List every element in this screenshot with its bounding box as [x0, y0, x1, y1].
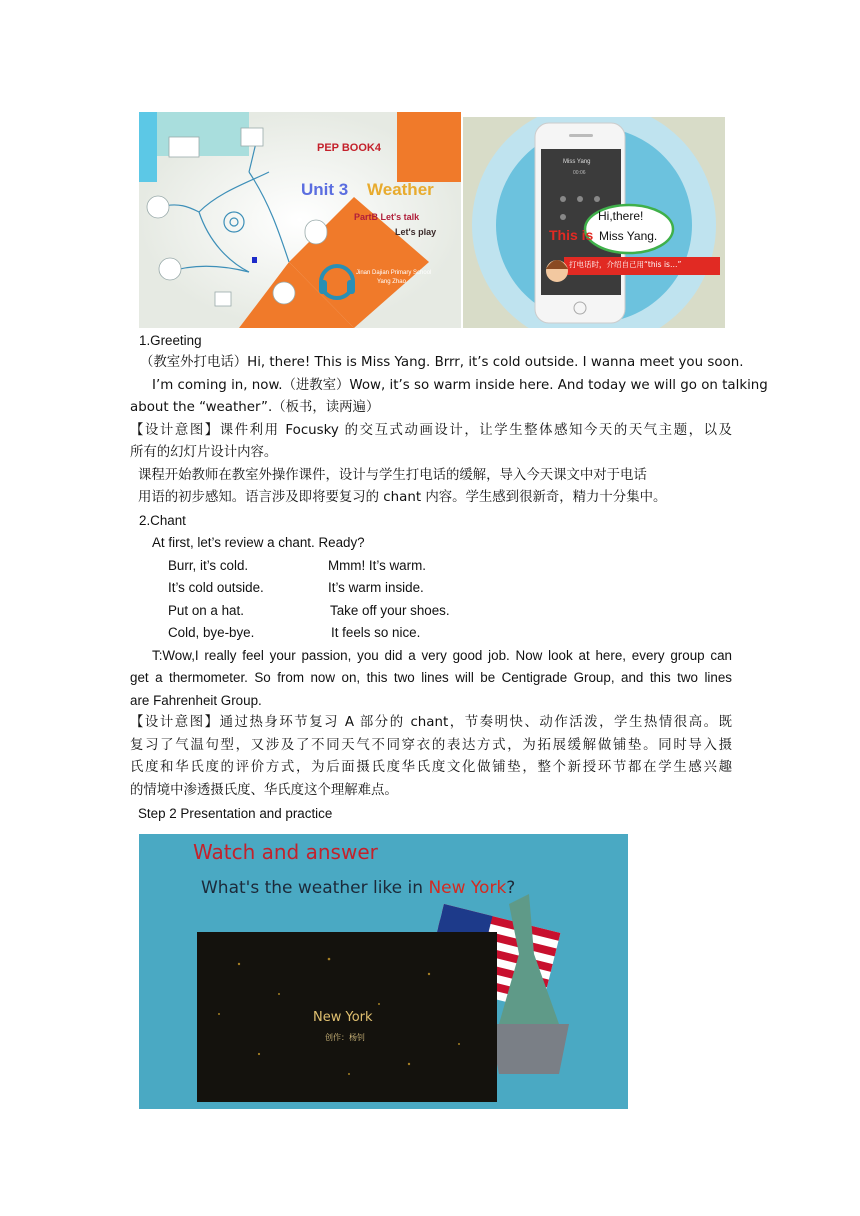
chant-line-left: It’s cold outside. — [168, 580, 264, 595]
design-intent-2a: 【设计意图】通过热身环节复习 A 部分的 chant，节奏明快、动作活泼，学生热情很高。既 — [130, 715, 732, 730]
chant-line-left: Cold, bye-bye. — [168, 625, 255, 640]
greeting-heading: 1.Greeting — [139, 333, 202, 348]
teacher-line-2: get a thermometer. So from now on, this two lines will be Centigrade Group, and this two lines — [130, 670, 732, 685]
teacher-line-1: T:Wow,I really feel your passion, you did a very good job. Now look at here, every group can — [152, 648, 732, 663]
slide1-teacher: Yang Zhao — [377, 279, 406, 285]
phone-graphic — [463, 117, 725, 328]
slide3-question-mark: ? — [506, 878, 516, 898]
design-intent-2b: 复习了气温句型，又涉及了不同天气不同穿衣的表达方式，为拓展缓解做铺垫。同时导入摄 — [130, 738, 732, 753]
chant-line-left: Put on a hat. — [168, 603, 244, 618]
design-intent-1c: 课程开始教师在教室外操作课件，设计与学生打电话的缓解，导入今天课文中对于电话 — [138, 468, 647, 483]
slide2-bubble-hi: Hi,there! — [598, 209, 644, 223]
chant-heading: 2.Chant — [139, 513, 186, 528]
slide1-title: PEP BOOK4 — [317, 142, 381, 154]
step2-heading: Step 2 Presentation and practice — [138, 806, 333, 821]
teacher-line-3: are Fahrenheit Group. — [130, 693, 262, 708]
slide3-question-pre: What's the weather like in — [201, 878, 429, 898]
greeting-line-2: I’m coming in, now.（进教室）Wow, it’s so warm inside here. And today we will go on talking — [152, 378, 768, 393]
chant-line-right: Take off your shoes. — [330, 603, 450, 618]
design-intent-1d: 用语的初步感知。语言涉及即将要复习的 chant 内容。学生感到很新奇，精力十分集中。 — [138, 490, 667, 505]
slide2-bubble-name: Miss Yang. — [599, 229, 658, 243]
slide3-heading: Watch and answer — [193, 840, 378, 864]
greeting-line-1: （教室外打电话）Hi, there! This is Miss Yang. Brrr, it’s cold outside. I wanna meet you soon. — [140, 355, 744, 370]
chant-line-right: Mmm! It’s warm. — [328, 558, 426, 573]
slide1-play: Let's play — [395, 227, 437, 237]
slide1-unit-word: Weather — [367, 180, 434, 199]
design-intent-2d: 的情境中渗透摄氏度、华氏度这个理解难点。 — [130, 783, 398, 798]
video-title: New York — [313, 1010, 373, 1025]
slide2-call-time: 00:06 — [573, 170, 586, 176]
slide-phone-image — [463, 117, 725, 328]
chant-line-right: It’s warm inside. — [328, 580, 424, 595]
chant-line-left: Burr, it’s cold. — [168, 558, 249, 573]
slide2-bubble-this: This is — [549, 227, 594, 243]
slide-title-image — [139, 112, 461, 328]
slide3-question — [201, 878, 515, 898]
slide-new-york-image — [139, 834, 628, 1109]
flag-statue-graphic — [139, 834, 628, 1109]
design-intent-1b: 所有的幻灯片设计内容。 — [130, 445, 278, 460]
slide3-question-city: New York — [428, 878, 507, 898]
slide2-caller: Miss Yang — [563, 159, 591, 165]
slide2-tip: 打电话时，介绍自己用“this is…” — [569, 260, 682, 269]
slide1-school: Jinan Dajian Primary School — [356, 270, 432, 276]
design-intent-2c: 氏度和华氏度的评价方式，为后面摄氏度华氏度文化做铺垫，整个新授环节都在学生感兴趣 — [130, 760, 732, 775]
video-credit: 创作：杨钊 — [325, 1033, 365, 1042]
chant-line-right: It feels so nice. — [331, 625, 421, 640]
slide1-part: PartB Let's talk — [354, 212, 420, 222]
chant-intro: At first, let’s review a chant. Ready? — [152, 535, 365, 550]
design-intent-1a: 【设计意图】课件利用 Focusky 的交互式动画设计，让学生整体感知今天的天气主题，以及 — [130, 423, 732, 438]
slide1-unit: Unit 3 — [301, 180, 349, 199]
greeting-line-3: about the “weather”.（板书，读两遍） — [130, 400, 380, 415]
